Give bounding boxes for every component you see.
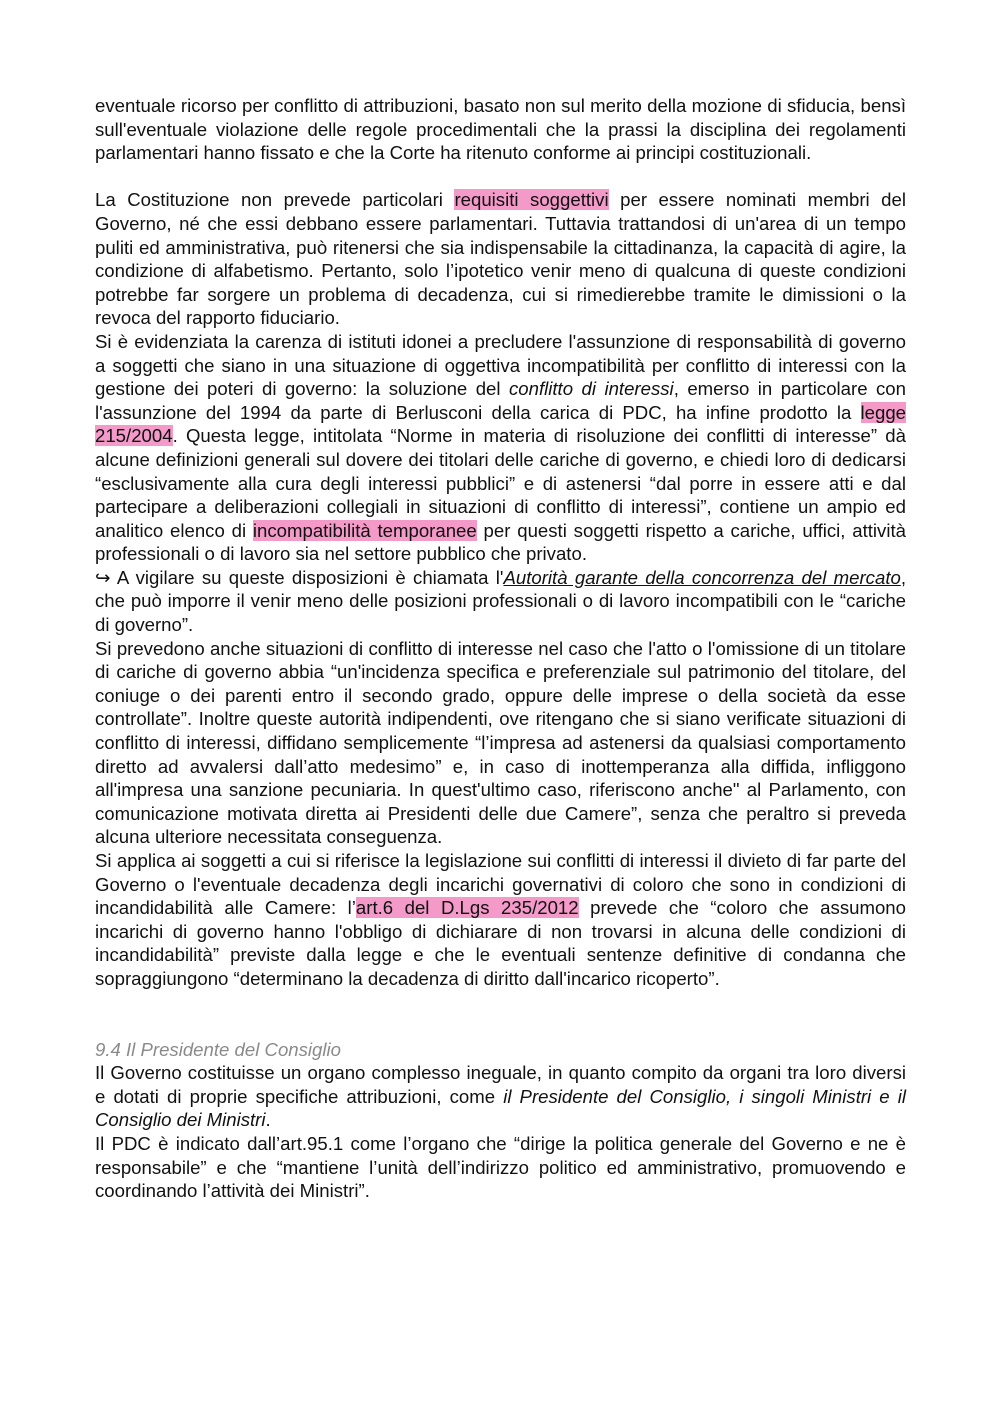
paragraph-conflitto-interessi <box>95 330 906 566</box>
paragraph-incandidabilita <box>95 849 906 991</box>
text-run: La Costituzione non prevede particolari <box>95 189 455 211</box>
highlight-legge-215-2004: legge 215/2004 <box>95 401 906 447</box>
emphasis-organi: il Presidente del Consiglio, i singoli Ministri e il Consiglio dei Ministri <box>95 1085 907 1131</box>
text-run: , emerso in particolare con l'assunzione del 1994 da parte di Berlusconi della carica di PDC, ha infine prodotto la <box>95 378 906 423</box>
arrow-icon: ↪ <box>95 566 111 588</box>
highlight-art6-dlgs: art.6 del D.Lgs 235/2012 <box>355 897 579 919</box>
text-run: . Questa legge, intitolata “Norme in materia di risoluzione dei conflitti di interesse” dà alcune definizioni generali sul dovere dei titolari delle cariche di governo, e chiedi loro di dedicarsi “esclusivamente alla cura degli interessi pubblici” e di astenersi “dal porre in essere atti e dal partecipare a deliberazioni collegiali in situazioni di conflitto di interessi”, contiene un ampio ed analitico elenco di <box>95 425 906 541</box>
text-run: A vigilare su queste disposizioni è chiamata l' <box>110 566 504 588</box>
text-run: prevede che “coloro che assumono incarichi di governo hanno l'obbligo di dichiarare di non trovarsi in alcuna delle condizioni di incandidabilità” previste dalla legge e che le eventuali sentenze definitive di condanna che sopraggiungono “determinano la decadenza di diritto dall'incarico ricoperto”. <box>95 897 906 989</box>
paragraph-governo-organo <box>95 1061 906 1132</box>
text-run: Il Governo costituisse un organo complesso ineguale, in quanto compito da organi tra loro diversi e dotati di proprie specifiche attribuzioni, come <box>95 1062 906 1107</box>
paragraph-requisiti <box>95 188 906 330</box>
text-run: Si applica ai soggetti a cui si riferisce la legislazione sui conflitti di interessi il divieto di far parte del Governo o l'eventuale decadenza degli incarichi governativi di coloro che sono in condizioni di incandidabilità alle Camere: l’ <box>95 850 906 919</box>
link-autorita-garante[interactable]: Autorità garante della concorrenza del mercato <box>503 566 901 588</box>
paragraph-pdc: Il PDC è indicato dall’art.95.1 come l’organo che “dirige la politica generale del Governo e ne è responsabile” e che “mantiene l’unità dell’indirizzo politico ed amministrativo, promuovendo e coordinando l’attività dei Ministri”. <box>95 1132 906 1202</box>
paragraph-situazioni-conflitto: Si prevedono anche situazioni di conflitto di interesse nel caso che l'atto o l'omissione di un titolare di cariche di governo abbia “un'incidenza specifica e preferenziale sul patrimonio del titolare, del coniuge o dei parenti entro il secondo grado, oppure delle imprese o della società da esse controllate”. Inoltre queste autorità indipendenti, ove ritengano che si siano verificate situazioni di conflitto di interessi, diffidano semplicemente “l’impresa ad astenersi da qualsiasi comportamento diretto ad avvalersi dall’atto medesimo” e, in caso di inottemperanza alla diffida, infliggono all'impresa una sanzione pecuniaria. In quest'ultimo caso, riferiscono anche" al Parlamento, con comunicazione motivata diretta ai Presidenti delle due Camere”, senza che peraltro si preveda alcuna ulteriore necessitata conseguenza. <box>95 637 906 848</box>
emphasis-conflitto-di-interessi: conflitto di interessi <box>508 378 674 400</box>
text-run: . <box>265 1109 271 1131</box>
section-heading: 9.4 Il Presidente del Consiglio <box>95 1038 341 1060</box>
paragraph-ricorso: eventuale ricorso per conflitto di attribuzioni, basato non sul merito della mozione di sfiducia, bensì sull'eventuale violazione delle regole procedimentali che la prassi la disciplina dei regolamenti parlamentari hanno fissato e che la Corte ha ritenuto conforme ai principi costituzionali. <box>95 95 906 164</box>
highlight-requisiti-soggettivi: requisiti soggettivi <box>454 189 609 211</box>
highlight-incompatibilita-temporanee: incompatibilità temporanee <box>252 519 477 541</box>
paragraph-autorita <box>95 566 906 637</box>
text-run: , che può imporre il venir meno delle posizioni professionali o di lavoro incompatibili con le “cariche di governo”. <box>95 566 906 636</box>
text-run: per questi soggetti rispetto a cariche, uffici, attività professionali o di lavoro sia nel settore pubblico che privato. <box>95 519 906 565</box>
text-run: per essere nominati membri del Governo, né che essi debbano essere parlamentari. Tuttavia trattandosi di un'area di un tempo puliti ed amministrativa, può ritenersi che sia indispensabile la cittadinanza, la capacità di agire, la condizione di alfabetismo. Pertanto, solo l’ipotetico venir meno di qualcuna di queste condizioni potrebbe far sorgere un problema di decadenza, cui si rimedierebbe tramite le dimissioni o la revoca del rapporto fiduciario. <box>95 189 906 329</box>
text-run: Si è evidenziata la carenza di istituti idonei a precludere l'assunzione di responsabilità di governo a soggetti che siano in una situazione di oggettiva incompatibilità per conflitto di interessi con la gestione dei poteri di governo: la soluzione del <box>95 330 906 400</box>
document-page <box>95 94 906 1203</box>
